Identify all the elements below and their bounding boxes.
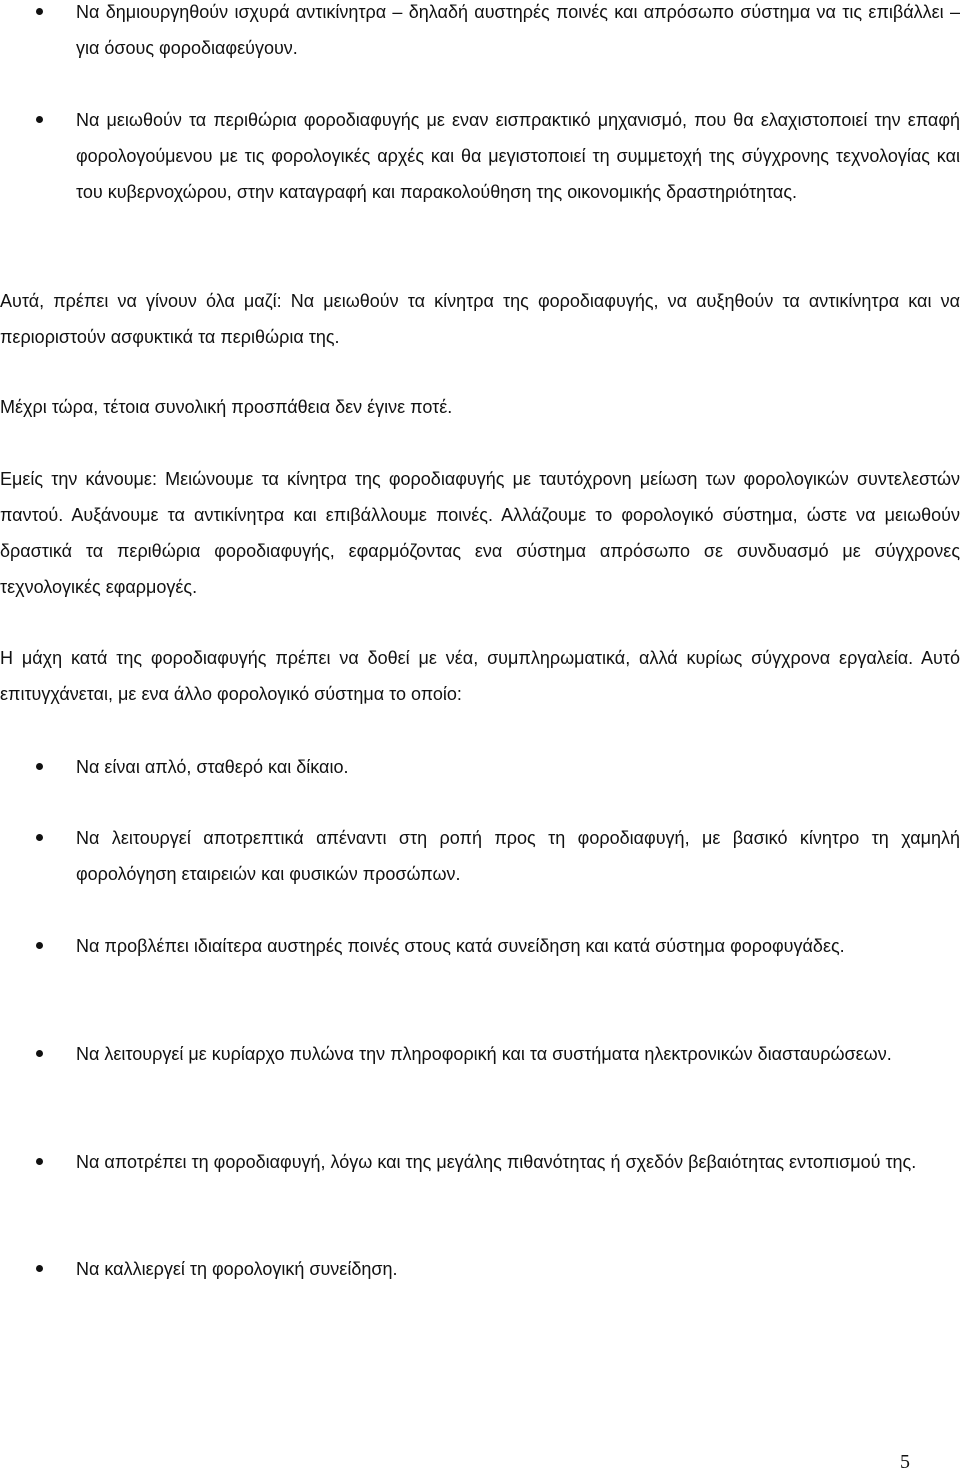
paragraph: Η μάχη κατά της φοροδιαφυγής πρέπει να δοθεί με νέα, συμπληρωματικά, αλλά κυρίως σύγχρονα εργαλεία. Αυτό επιτυγχάνεται, με ενα άλλο φορολογικό σύστημα το οποίο:: [0, 648, 960, 704]
bullet-item: Να είναι απλό, σταθερό και δίκαιο.: [76, 749, 960, 785]
bullet-item: Να λειτουργεί με κυρίαρχο πυλώνα την πληροφορική και τα συστήματα ηλεκτρονικών διασταυρώσεων.: [76, 1036, 960, 1072]
page-number: 5: [900, 1451, 910, 1473]
bullet-item: Να δημιουργηθούν ισχυρά αντικίνητρα – δηλαδή αυστηρές ποινές και απρόσωπο σύστημα να τις επιβάλλει – για όσους φοροδιαφεύγουν.: [76, 0, 960, 66]
bullet-item: Να καλλιεργεί τη φορολογική συνείδηση.: [76, 1251, 960, 1287]
paragraph: Εμείς την κάνουμε: Μειώνουμε τα κίνητρα της φοροδιαφυγής με ταυτόχρονη μείωση των φορολογικών συντελεστών παντού. Αυξάνουμε τα αντικίνητρα και επιβάλλουμε ποινές. Αλλάζουμε το φορολογικό σύστημα, ώστε να μειωθούν δραστικά τα περιθώρια φοροδιαφυγής, εφαρμόζοντας ενα σύστημα απρόσωπο σε συνδυασμό με σύγχρονες τεχνολογικές εφαρμογές.: [0, 469, 960, 597]
bullet-item: Να λειτουργεί αποτρεπτικά απέναντι στη ροπή προς τη φοροδιαφυγή, με βασικό κίνητρο τη χαμηλή φορολόγηση εταιρειών και φυσικών προσώπων.: [76, 820, 960, 892]
paragraph: Αυτά, πρέπει να γίνουν όλα μαζί: Να μειωθούν τα κίνητρα της φοροδιαφυγής, να αυξηθούν τα αντικίνητρα και να περιοριστούν ασφυκτικά τα περιθώρια της.: [0, 291, 960, 347]
bullet-item: Να αποτρέπει τη φοροδιαφυγή, λόγω και της μεγάλης πιθανότητας ή σχεδόν βεβαιότητας εντοπισμού της.: [76, 1144, 960, 1180]
bullet-item: Να μειωθούν τα περιθώρια φοροδιαφυγής με εναν εισπρακτικό μηχανισμό, που θα ελαχιστοποιεί την επαφή φορολογούμενου με τις φορολογικές αρχές και θα μεγιστοποιεί τη συμμετοχή της σύγχρονης τεχνολογίας και του κυβερνοχώρου, στην καταγραφή και παρακολούθηση της οικονομικής δραστηριότητας.: [76, 102, 960, 210]
paragraph: Μέχρι τώρα, τέτοια συνολική προσπάθεια δεν έγινε ποτέ.: [0, 397, 453, 417]
bullet-item: Να προβλέπει ιδιαίτερα αυστηρές ποινές στους κατά συνείδηση και κατά σύστημα φοροφυγάδες.: [76, 928, 960, 964]
